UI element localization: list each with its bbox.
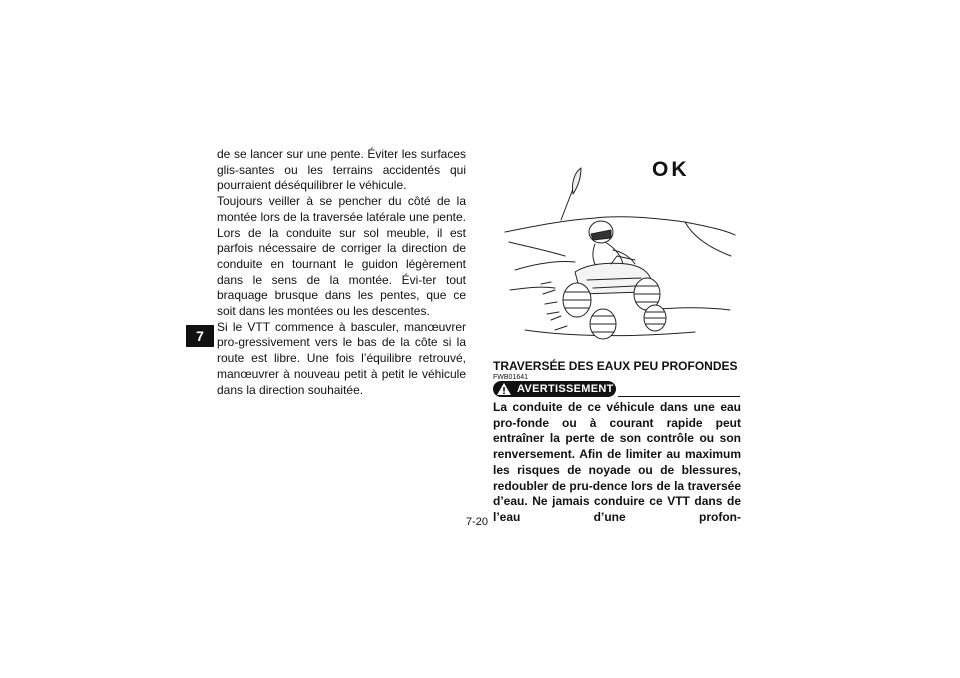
chapter-tab: 7 [186,325,214,347]
section-title: TRAVERSÉE DES EAUX PEU PROFONDES [493,359,738,373]
warning-rule [618,396,740,397]
atv-illustration [495,160,740,360]
paragraph-3: Si le VTT commence à basculer, manœuvrer pro-gressivement vers le bas de la côte si la route est libre. Une fois l’équilibre retrouvé, manœuvrer à nouveau petit à petit le véhicule dans la direction souhaitée. [217,319,466,397]
reference-code: FWB01641 [493,374,529,381]
paragraph-1: de se lancer sur une pente. Éviter les surfaces glis-santes ou les terrains accidentés qui pourraient déséquilibrer le véhicule. [217,147,466,193]
warning-text: La conduite de ce véhicule dans une eau pro-fonde ou à courant rapide peut entraîner la perte de son contrôle ou son renversement. Afin de limiter au maximum les risques de noyade ou de blessures, redoubler de pru-dence lors de la traversée d’eau. Ne jamais conduire ce VTT dans de l’eau d’une profon- [493,400,741,524]
warning-badge [493,381,616,397]
page-number: 7-20 [466,516,489,528]
paragraph-2: Toujours veiller à se pencher du côté de la montée lors de la traversée latérale une pente. Lors de la conduite sur sol meuble, il est parfois nécessaire de corriger la direction de conduite en tournant le guidon légèrement dans le sens de la montée. Évi-ter tout braquage brusque dans les pentes, que ce soit dans les montées ou les descentes. [217,194,466,319]
ok-label: OK [652,158,690,181]
warning-label: AVERTISSEMENT [517,383,614,395]
left-column-text [217,147,466,398]
warning-triangle-icon [496,382,512,396]
